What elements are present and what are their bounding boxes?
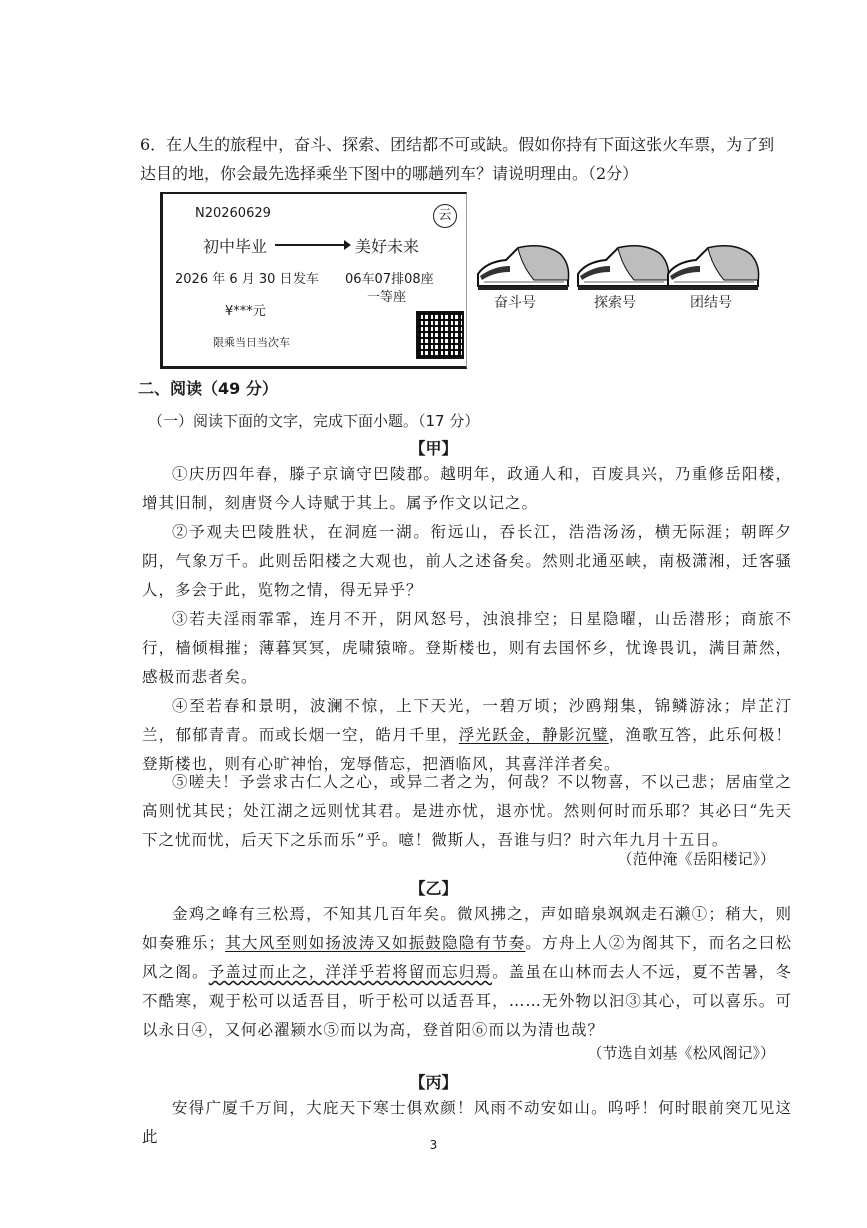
jia-source: （范仲淹《岳阳楼记》） (617, 850, 775, 868)
arrow-icon (275, 244, 345, 246)
ticket-price: ¥***元 (225, 304, 266, 319)
train-icon (664, 240, 764, 300)
jia-paragraph-3: ③若夫淫雨霏霏，连月不开，阴风怒号，浊浪排空；日星隐曜，山岳潜形；商旅不行，樯倾楫摧；薄暮冥冥，虎啸猿啼。登斯楼也，则有去国怀乡，忧谗畏讥，满目萧然，感极而悲者矣。 (142, 610, 792, 686)
ticket-to: 美好未来 (355, 237, 420, 256)
question-6: 6．在人生的旅程中，奋斗、探索、团结都不可或缺。假如你持有下面这张火车票，为了到达目的地，你会最先选择乘坐下图中的哪趟列车？请说明理由。（2分） (140, 135, 775, 183)
bing-paragraph: 安得广厦千万间，大庇天下寒士俱欢颜！风雨不动安如山。呜呼！何时眼前突兀见这此 (142, 1099, 792, 1146)
heading-jia: 【甲】 (409, 439, 458, 458)
jia-p4-start: ④至若春和景明，波澜不惊，上下天光，一碧万顷；沙鸥翔集，锦鳞游泳；岸芷汀兰，郁郁青青。而或长烟一空，皓月千里， (142, 697, 792, 744)
qr-code-icon (416, 311, 464, 359)
yi-part-b: 。方舟上人②为阁其下，而名之曰松风之阁。 (142, 934, 792, 981)
jia-paragraph-2: ②予观夫巴陵胜状，在洞庭一湖。衔远山，吞长江，浩浩汤汤，横无际涯；朝晖夕阴，气象万千。此则岳阳楼之大观也，前人之述备矣。然则北通巫峡，南极潇湘，迁客骚人，多会于此，览物之情，得无异乎？ (142, 523, 792, 599)
train-ticket (160, 192, 467, 369)
ticket-depart: 发车 (293, 272, 320, 287)
train-icon (474, 240, 574, 300)
ticket-from: 初中毕业 (203, 237, 268, 256)
train-label-tuanjie: 团结号 (690, 295, 732, 311)
page-number: 3 (429, 1138, 438, 1152)
yi-source: （节选自刘基《松风阁记》） (587, 1044, 775, 1062)
ticket-badge: 云 (433, 204, 457, 228)
train-label-tansuo: 探索号 (594, 295, 636, 311)
ticket-number: N20260629 (195, 206, 271, 221)
heading-bing: 【丙】 (409, 1073, 458, 1092)
jia-paragraph-5: ⑤嗟夫！予尝求古仁人之心，或异二者之为，何哉？不以物喜，不以己悲；居庙堂之高则忧其民；处江湖之远则忧其君。是进亦忧，退亦忧。然则何时而乐耶？其必曰“先天下之忧而忧，后天下之乐而乐”乎。噫！微斯人，吾谁与归？时六年九月十五日。 (142, 773, 792, 849)
yi-underlined-2: 予盖过而止之，洋洋乎若将留而忘归焉 (208, 963, 493, 981)
jia-paragraph-1: ①庆历四年春，滕子京谪守巴陵郡。越明年，政通人和，百废具兴，乃重修岳阳楼，增其旧制，刻唐贤今人诗赋于其上。属予作文以记之。 (142, 465, 792, 512)
section-subtitle: （一）阅读下面的文字，完成下面小题。（17 分） (148, 412, 480, 430)
heading-yi: 【乙】 (409, 879, 458, 898)
jia-p4-end: ，渔歌互答，此乐何极！登斯楼也，则有心旷神怡，宠辱偕忘，把酒临风，其喜洋洋者矣。 (142, 726, 792, 773)
jia-p4-underlined: 浮光跃金，静影沉璧 (458, 726, 609, 744)
ticket-class: 一等座 (367, 290, 407, 305)
yi-part-a: 金鸡之峰有三松焉，不知其几百年矣。微风拂之，声如暗泉飒飒走石濑①；稍大，则如奏雅乐； (142, 905, 792, 952)
jia-paragraph-4 (142, 692, 792, 779)
train-icon (574, 240, 674, 300)
yi-paragraph (142, 900, 792, 1045)
ticket-date: 2026 年 6 月 30 日 (175, 272, 293, 287)
train-label-fendou: 奋斗号 (494, 295, 536, 311)
ticket-note: 限乘当日当次车 (213, 336, 290, 349)
section-title: 二、阅读（49 分） (138, 379, 278, 398)
ticket-seat: 06车07排08座 (345, 272, 434, 287)
yi-part-c: 。盖虽在山林而去人不远，夏不苦暑，冬不酷寒，观于松可以适吾目，听于松可以适吾耳，……无外物以汩③其心，可以喜乐。可以永日④，又何必濯颍水⑤而以为高，登首阳⑥而以为清也哉？ (142, 963, 792, 1039)
yi-underlined-1: 其大风至则如扬波涛又如振鼓隐隐有节奏 (225, 934, 526, 952)
